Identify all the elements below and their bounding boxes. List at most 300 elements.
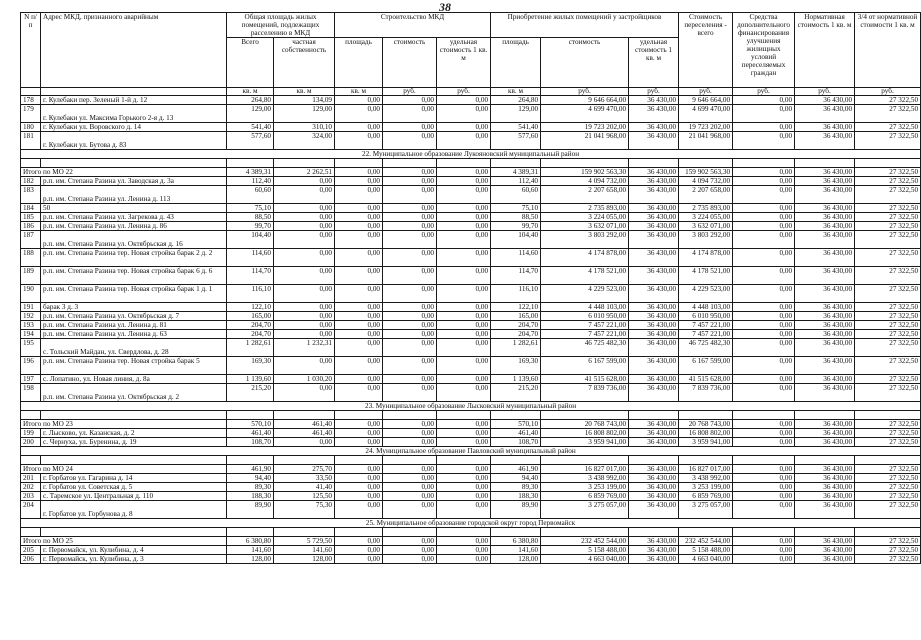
value-cell: 36 430,00	[629, 420, 679, 429]
empty-cell	[733, 159, 795, 168]
table-row	[21, 303, 921, 312]
value-cell: 204,70	[491, 321, 541, 330]
value-cell: 4 094 732,00	[679, 177, 733, 186]
address-cell: 50	[41, 204, 227, 213]
value-cell: 27 322,50	[855, 339, 921, 357]
table-row	[21, 546, 921, 555]
value-cell: 99,70	[227, 222, 274, 231]
subtotal-row	[21, 465, 921, 474]
row-number: 179	[21, 105, 41, 123]
value-cell: 275,70	[274, 465, 335, 474]
value-cell: 0,00	[383, 303, 437, 312]
value-cell: 36 430,00	[629, 168, 679, 177]
col-num-header: N п/п	[21, 13, 41, 88]
value-cell: 4 389,31	[491, 168, 541, 177]
value-cell: 27 322,50	[855, 105, 921, 123]
value-cell: 0,00	[437, 357, 491, 375]
empty-cell	[335, 159, 383, 168]
value-cell: 27 322,50	[855, 465, 921, 474]
value-cell: 204,70	[491, 330, 541, 339]
table-row	[21, 213, 921, 222]
value-cell: 0,00	[437, 204, 491, 213]
value-cell: 36 430,00	[629, 330, 679, 339]
value-cell: 0,00	[383, 249, 437, 267]
col-a-unit-header: удельная стоимость 1 кв. м	[629, 38, 679, 88]
value-cell: 36 430,00	[795, 303, 855, 312]
empty-cell	[437, 456, 491, 465]
value-cell: 0,00	[437, 492, 491, 501]
address-cell: р.п. им. Степана Разина ул. Октябрьская д. 7	[41, 312, 227, 321]
value-cell: 169,30	[227, 357, 274, 375]
value-cell: 99,70	[491, 222, 541, 231]
value-cell: 0,00	[733, 303, 795, 312]
address-cell: г. Кулебаки ул. Бутова д. 83	[41, 132, 227, 150]
value-cell: 204,70	[227, 321, 274, 330]
value-cell: 310,10	[274, 123, 335, 132]
section-title: 23. Муниципальное образование Лысковский муниципальный район	[21, 402, 921, 411]
value-cell: 16 808 802,00	[679, 429, 733, 438]
empty-cell	[733, 528, 795, 537]
value-cell: 0,00	[335, 231, 383, 249]
value-cell: 27 322,50	[855, 429, 921, 438]
value-cell: 122,10	[227, 303, 274, 312]
value-cell: 577,60	[227, 132, 274, 150]
value-cell: 114,60	[227, 249, 274, 267]
empty-cell	[41, 528, 227, 537]
value-cell: 116,10	[491, 285, 541, 303]
value-cell: 215,20	[227, 384, 274, 402]
value-cell: 36 430,00	[795, 429, 855, 438]
value-cell: 0,00	[437, 132, 491, 150]
empty-cell	[855, 456, 921, 465]
value-cell: 461,40	[227, 429, 274, 438]
empty-cell	[274, 456, 335, 465]
value-cell: 21 041 968,00	[679, 132, 733, 150]
value-cell: 0,00	[383, 357, 437, 375]
table-row	[21, 492, 921, 501]
value-cell: 0,00	[335, 483, 383, 492]
value-cell: 0,00	[733, 285, 795, 303]
value-cell: 36 430,00	[629, 546, 679, 555]
value-cell: 36 430,00	[795, 474, 855, 483]
value-cell: 27 322,50	[855, 321, 921, 330]
value-cell: 41 515 628,00	[541, 375, 629, 384]
value-cell: 0,00	[383, 555, 437, 564]
value-cell: 46 725 482,30	[541, 339, 629, 357]
empty-cell	[274, 528, 335, 537]
col-resettle-cost-header: Стоимость переселения - всего	[679, 13, 733, 88]
value-cell: 0,00	[274, 312, 335, 321]
value-cell: 6 167 599,00	[679, 357, 733, 375]
value-cell: 33,50	[274, 474, 335, 483]
value-cell: 4 094 732,00	[541, 177, 629, 186]
value-cell: 128,00	[227, 555, 274, 564]
value-cell: 0,00	[383, 96, 437, 105]
value-cell: 0,00	[335, 375, 383, 384]
value-cell: 0,00	[335, 465, 383, 474]
col-construction-header: Строительство МКД	[335, 13, 491, 38]
row-number: 204	[21, 501, 41, 519]
col-a-cost-header: стоимость	[541, 38, 629, 88]
value-cell: 0,00	[274, 438, 335, 447]
value-cell: 0,00	[733, 438, 795, 447]
value-cell: 36 430,00	[629, 249, 679, 267]
value-cell: 0,00	[274, 321, 335, 330]
value-cell: 9 646 664,00	[541, 96, 629, 105]
value-cell: 27 322,50	[855, 384, 921, 402]
value-cell: 461,90	[227, 465, 274, 474]
value-cell: 0,00	[335, 330, 383, 339]
empty-cell	[227, 159, 274, 168]
table-row	[21, 204, 921, 213]
row-number: 202	[21, 483, 41, 492]
value-cell: 88,50	[491, 213, 541, 222]
value-cell: 4 448 103,00	[679, 303, 733, 312]
value-cell: 0,00	[383, 546, 437, 555]
value-cell: 4 174 878,00	[679, 249, 733, 267]
value-cell: 541,40	[491, 123, 541, 132]
unit-cell: руб.	[383, 88, 437, 96]
value-cell: 165,00	[491, 312, 541, 321]
value-cell: 27 322,50	[855, 168, 921, 177]
value-cell: 0,00	[335, 501, 383, 519]
value-cell: 0,00	[274, 213, 335, 222]
table-row	[21, 483, 921, 492]
value-cell: 36 430,00	[795, 177, 855, 186]
value-cell: 36 430,00	[629, 429, 679, 438]
empty-cell	[679, 411, 733, 420]
value-cell: 36 430,00	[795, 465, 855, 474]
value-cell: 0,00	[437, 231, 491, 249]
table-row	[21, 375, 921, 384]
row-number: 206	[21, 555, 41, 564]
value-cell: 204,70	[227, 330, 274, 339]
value-cell: 169,30	[491, 357, 541, 375]
value-cell: 0,00	[383, 267, 437, 285]
value-cell: 27 322,50	[855, 474, 921, 483]
value-cell: 27 322,50	[855, 132, 921, 150]
address-cell: г. Кулебаки пер. Зеленый 1-й д. 12	[41, 96, 227, 105]
value-cell: 2 262,51	[274, 168, 335, 177]
col-three-quarters-header: 3/4 от нормативной стоимости 1 кв. м	[855, 13, 921, 88]
value-cell: 3 803 292,00	[679, 231, 733, 249]
value-cell: 36 430,00	[629, 438, 679, 447]
value-cell: 27 322,50	[855, 177, 921, 186]
value-cell: 3 803 292,00	[541, 231, 629, 249]
value-cell: 27 322,50	[855, 501, 921, 519]
spacer-row	[21, 411, 921, 420]
value-cell: 0,00	[335, 285, 383, 303]
empty-cell	[629, 456, 679, 465]
value-cell: 461,40	[491, 429, 541, 438]
value-cell: 36 430,00	[629, 375, 679, 384]
value-cell: 0,00	[383, 483, 437, 492]
value-cell: 36 430,00	[629, 267, 679, 285]
value-cell: 0,00	[733, 465, 795, 474]
value-cell: 125,50	[274, 492, 335, 501]
address-cell: р.п. им. Степана Разина ул. Ленина д. 86	[41, 222, 227, 231]
address-cell: р.п. им. Степана Разина тер. Новая стройка барак 6 д. 6	[41, 267, 227, 285]
value-cell: 75,30	[274, 501, 335, 519]
value-cell: 36 430,00	[795, 123, 855, 132]
value-cell: 36 430,00	[629, 555, 679, 564]
address-cell: с. Лопатино, ул. Новая линия, д. 8а	[41, 375, 227, 384]
subtotal-row	[21, 168, 921, 177]
address-cell: р.п. им. Степана Разина ул. Ленина д. 81	[41, 321, 227, 330]
value-cell: 36 430,00	[795, 105, 855, 123]
value-cell: 36 430,00	[795, 483, 855, 492]
value-cell: 264,80	[227, 96, 274, 105]
value-cell: 46 725 482,30	[679, 339, 733, 357]
value-cell: 27 322,50	[855, 96, 921, 105]
value-cell: 4 229 523,00	[679, 285, 733, 303]
empty-cell	[491, 456, 541, 465]
row-number: 203	[21, 492, 41, 501]
value-cell: 9 646 664,00	[679, 96, 733, 105]
value-cell: 27 322,50	[855, 267, 921, 285]
value-cell: 0,00	[733, 312, 795, 321]
value-cell: 0,00	[335, 132, 383, 150]
value-cell: 0,00	[437, 321, 491, 330]
value-cell: 0,00	[733, 96, 795, 105]
value-cell: 2 207 658,00	[541, 186, 629, 204]
subtotal-row	[21, 420, 921, 429]
value-cell: 6 010 950,00	[541, 312, 629, 321]
unit-cell: руб.	[679, 88, 733, 96]
value-cell: 0,00	[437, 168, 491, 177]
empty-cell	[437, 528, 491, 537]
value-cell: 27 322,50	[855, 492, 921, 501]
value-cell: 108,70	[227, 438, 274, 447]
table-row	[21, 312, 921, 321]
value-cell: 0,00	[437, 537, 491, 546]
value-cell: 104,40	[491, 231, 541, 249]
value-cell: 20 768 743,00	[541, 420, 629, 429]
value-cell: 16 808 802,00	[541, 429, 629, 438]
address-cell: барак 3 д. 3	[41, 303, 227, 312]
col-norm-cost-header: Нормативная стоимость 1 кв. м	[795, 13, 855, 88]
spacer-row	[21, 159, 921, 168]
value-cell: 0,00	[733, 384, 795, 402]
section-header-row	[21, 519, 921, 528]
address-cell: р.п. им. Степана Разина ул. Заводская д. 3а	[41, 177, 227, 186]
value-cell: 36 430,00	[795, 204, 855, 213]
value-cell: 0,00	[335, 429, 383, 438]
value-cell: 3 959 941,00	[679, 438, 733, 447]
value-cell: 0,00	[733, 330, 795, 339]
value-cell: 0,00	[437, 105, 491, 123]
value-cell: 16 827 017,00	[679, 465, 733, 474]
row-number: 197	[21, 375, 41, 384]
value-cell: 0,00	[733, 213, 795, 222]
value-cell: 75,10	[227, 204, 274, 213]
value-cell: 108,70	[491, 438, 541, 447]
empty-cell	[383, 456, 437, 465]
value-cell: 0,00	[383, 321, 437, 330]
empty-cell	[855, 159, 921, 168]
row-number: 190	[21, 285, 41, 303]
value-cell: 0,00	[437, 474, 491, 483]
empty-cell	[679, 159, 733, 168]
empty-cell	[227, 456, 274, 465]
value-cell: 104,40	[227, 231, 274, 249]
empty-cell	[491, 528, 541, 537]
table-row	[21, 501, 921, 519]
value-cell: 0,00	[437, 267, 491, 285]
value-cell: 0,00	[437, 312, 491, 321]
value-cell: 141,60	[274, 546, 335, 555]
row-number: 189	[21, 267, 41, 285]
value-cell: 0,00	[274, 384, 335, 402]
empty-cell	[437, 411, 491, 420]
value-cell: 89,90	[491, 501, 541, 519]
value-cell: 27 322,50	[855, 285, 921, 303]
units-row	[21, 88, 921, 96]
value-cell: 4 663 040,00	[679, 555, 733, 564]
value-cell: 0,00	[274, 177, 335, 186]
section-header-row	[21, 150, 921, 159]
value-cell: 36 430,00	[795, 330, 855, 339]
value-cell: 36 430,00	[795, 321, 855, 330]
row-number: 184	[21, 204, 41, 213]
value-cell: 461,40	[274, 429, 335, 438]
value-cell: 0,00	[274, 357, 335, 375]
table-row	[21, 267, 921, 285]
value-cell: 27 322,50	[855, 546, 921, 555]
value-cell: 89,90	[227, 501, 274, 519]
unit-cell: руб.	[629, 88, 679, 96]
table-row	[21, 249, 921, 267]
value-cell: 128,00	[491, 555, 541, 564]
value-cell: 114,70	[227, 267, 274, 285]
value-cell: 3 253 199,00	[679, 483, 733, 492]
table-header	[21, 13, 921, 96]
row-number: 188	[21, 249, 41, 267]
value-cell: 0,00	[335, 357, 383, 375]
value-cell: 0,00	[335, 384, 383, 402]
row-number: 196	[21, 357, 41, 375]
value-cell: 0,00	[383, 105, 437, 123]
empty-cell	[383, 159, 437, 168]
value-cell: 27 322,50	[855, 222, 921, 231]
value-cell: 36 430,00	[629, 213, 679, 222]
value-cell: 0,00	[437, 249, 491, 267]
address-cell: р.п. им. Степана Разина ул. Загрекова д. 43	[41, 213, 227, 222]
value-cell: 36 430,00	[629, 132, 679, 150]
value-cell: 0,00	[383, 231, 437, 249]
table-row	[21, 231, 921, 249]
value-cell: 2 735 893,00	[679, 204, 733, 213]
value-cell: 232 452 544,00	[541, 537, 629, 546]
value-cell: 0,00	[733, 375, 795, 384]
value-cell: 36 430,00	[629, 537, 679, 546]
value-cell: 0,00	[335, 438, 383, 447]
empty-cell	[335, 528, 383, 537]
value-cell: 0,00	[733, 420, 795, 429]
value-cell: 0,00	[335, 177, 383, 186]
empty-cell	[541, 528, 629, 537]
value-cell: 36 430,00	[795, 501, 855, 519]
value-cell: 36 430,00	[629, 186, 679, 204]
value-cell: 36 430,00	[795, 555, 855, 564]
value-cell: 0,00	[335, 222, 383, 231]
value-cell: 0,00	[274, 222, 335, 231]
value-cell: 0,00	[437, 285, 491, 303]
value-cell: 41,40	[274, 483, 335, 492]
address-cell: р.п. им. Степана Разина ул. Ленина д. 63	[41, 330, 227, 339]
value-cell: 0,00	[383, 420, 437, 429]
value-cell: 5 158 488,00	[541, 546, 629, 555]
value-cell: 4 178 521,00	[541, 267, 629, 285]
value-cell: 0,00	[335, 186, 383, 204]
value-cell: 36 430,00	[629, 492, 679, 501]
value-cell: 114,70	[491, 267, 541, 285]
value-cell: 0,00	[437, 177, 491, 186]
value-cell: 36 430,00	[795, 222, 855, 231]
row-number: 183	[21, 186, 41, 204]
table-row	[21, 222, 921, 231]
value-cell: 0,00	[335, 321, 383, 330]
value-cell: 36 430,00	[795, 339, 855, 357]
section-title: 24. Муниципальное образование Павловский муниципальный район	[21, 447, 921, 456]
empty-cell	[541, 159, 629, 168]
value-cell: 0,00	[335, 123, 383, 132]
unit-cell: кв. м	[227, 88, 274, 96]
value-cell: 2 207 658,00	[679, 186, 733, 204]
value-cell: 6 380,80	[227, 537, 274, 546]
value-cell: 36 430,00	[629, 312, 679, 321]
value-cell: 36 430,00	[629, 357, 679, 375]
value-cell: 1 282,61	[491, 339, 541, 357]
value-cell: 6 010 950,00	[679, 312, 733, 321]
value-cell: 60,60	[491, 186, 541, 204]
value-cell: 0,00	[733, 339, 795, 357]
row-number: 187	[21, 231, 41, 249]
value-cell: 7 457 221,00	[541, 330, 629, 339]
subtotal-label: Итого по МО 24	[21, 465, 227, 474]
value-cell: 324,00	[274, 132, 335, 150]
value-cell: 141,60	[227, 546, 274, 555]
row-number: 193	[21, 321, 41, 330]
address-cell: р.п. им. Степана Разина ул. Октябрьская д. 2	[41, 384, 227, 402]
value-cell: 0,00	[383, 438, 437, 447]
value-cell: 0,00	[335, 339, 383, 357]
value-cell: 0,00	[437, 123, 491, 132]
value-cell: 0,00	[383, 339, 437, 357]
value-cell: 0,00	[335, 312, 383, 321]
value-cell: 0,00	[437, 483, 491, 492]
col-c-cost-header: стоимость	[383, 38, 437, 88]
page-number: 38	[439, 0, 451, 14]
empty-cell	[41, 411, 227, 420]
row-number: 182	[21, 177, 41, 186]
value-cell: 0,00	[437, 186, 491, 204]
subtotal-row	[21, 537, 921, 546]
subtotal-label: Итого по МО 22	[21, 168, 227, 177]
value-cell: 0,00	[383, 285, 437, 303]
value-cell: 0,00	[274, 267, 335, 285]
address-cell: г. Горбатов ул. Горбунова д. 8	[41, 501, 227, 519]
value-cell: 36 430,00	[795, 186, 855, 204]
unit-cell: руб.	[541, 88, 629, 96]
value-cell: 0,00	[733, 546, 795, 555]
value-cell: 27 322,50	[855, 537, 921, 546]
value-cell: 0,00	[437, 222, 491, 231]
value-cell: 0,00	[437, 555, 491, 564]
value-cell: 36 430,00	[629, 177, 679, 186]
value-cell: 188,30	[491, 492, 541, 501]
value-cell: 0,00	[733, 501, 795, 519]
